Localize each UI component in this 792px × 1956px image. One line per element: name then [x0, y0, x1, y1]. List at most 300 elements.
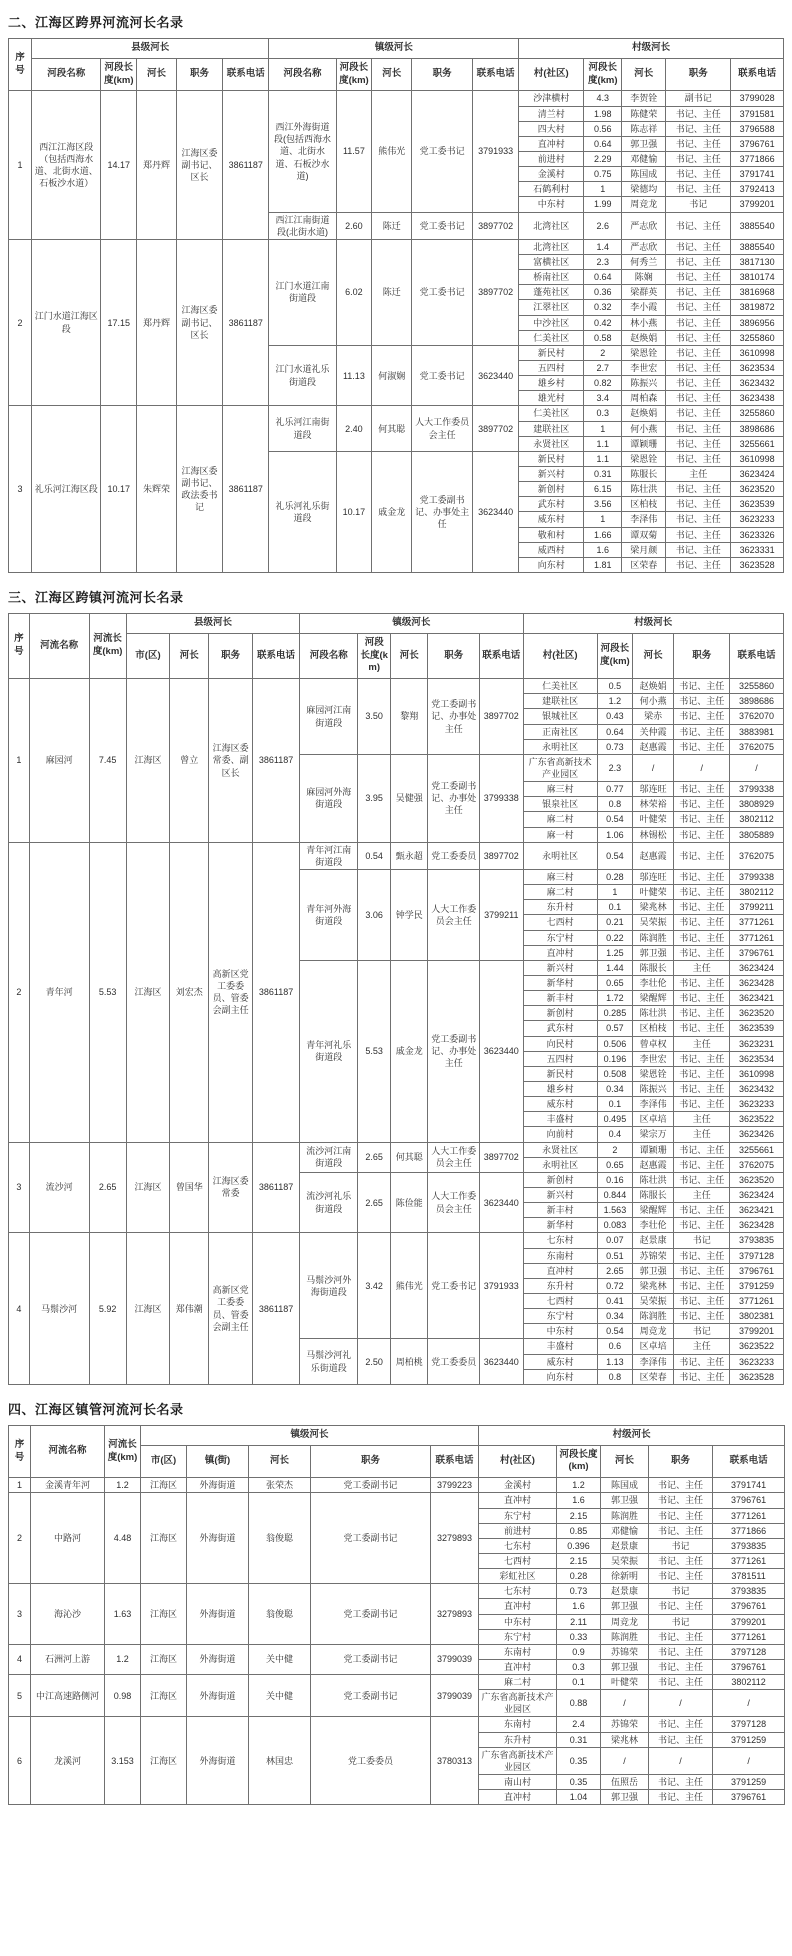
village-cell: 新兴村 — [519, 466, 584, 481]
village-cell: 3762070 — [730, 709, 784, 724]
river-cell: 党工委副书记 — [311, 1675, 431, 1717]
village-cell: 书记、主任 — [674, 1157, 730, 1172]
river-cell: 3861187 — [223, 406, 269, 573]
village-cell: 书记、主任 — [674, 991, 730, 1006]
village-cell: 新创村 — [523, 1006, 597, 1021]
village-cell: 0.508 — [597, 1066, 632, 1081]
river-cell: 关中健 — [249, 1675, 311, 1717]
river-cell: 关中健 — [249, 1644, 311, 1674]
village-cell: 麻三村 — [523, 782, 597, 797]
village-cell: 书记、主任 — [666, 557, 731, 572]
village-cell: 3255860 — [730, 679, 784, 694]
village-cell: 陈服长 — [633, 960, 674, 975]
village-cell: 新华村 — [523, 976, 597, 991]
town-segment-cell: 黎翔 — [391, 679, 428, 755]
village-cell: 新创村 — [519, 482, 584, 497]
river-cell: 金溪青年河 — [31, 1478, 105, 1493]
village-cell: 李泽伟 — [633, 1354, 674, 1369]
town-segment-cell: 流沙河江南街道段 — [300, 1142, 358, 1172]
column-subheader: 镇(街) — [187, 1445, 249, 1478]
village-cell: 3623438 — [731, 391, 784, 406]
village-cell: / — [649, 1690, 713, 1717]
village-cell: 周竞龙 — [622, 197, 666, 212]
village-cell: 李小霞 — [622, 300, 666, 315]
village-cell: 新民村 — [519, 345, 584, 360]
village-cell: 3793835 — [713, 1584, 785, 1599]
column-subheader: 联系电话 — [223, 58, 269, 91]
village-cell: 书记 — [666, 197, 731, 212]
village-cell: 周柏森 — [622, 391, 666, 406]
village-cell: 广东省高新技术产业园区 — [479, 1690, 557, 1717]
town-segment-cell: 3791933 — [480, 1233, 523, 1339]
village-cell: 2.11 — [557, 1614, 601, 1629]
village-cell: 主任 — [674, 1187, 730, 1202]
village-cell: 梁兆林 — [633, 900, 674, 915]
village-cell: 书记、主任 — [674, 976, 730, 991]
river-cell: 江海区 — [126, 1233, 169, 1384]
town-segment-cell: 6.02 — [336, 239, 372, 345]
village-cell: 2.15 — [557, 1553, 601, 1568]
village-cell: 书记、主任 — [666, 330, 731, 345]
village-cell: 3781511 — [713, 1569, 785, 1584]
village-cell: 书记、主任 — [674, 842, 730, 869]
village-cell: 0.31 — [557, 1732, 601, 1747]
town-segment-cell: 11.13 — [336, 345, 372, 406]
village-cell: 0.16 — [597, 1172, 632, 1187]
village-cell: 3623233 — [731, 512, 784, 527]
cross-town-river-table — [8, 613, 784, 1385]
village-cell: 何小燕 — [622, 421, 666, 436]
village-cell: 0.1 — [597, 1097, 632, 1112]
river-cell: 江海区 — [126, 842, 169, 1142]
river-cell: 外海街道 — [187, 1584, 249, 1645]
town-segment-cell: 人大工作委员会主任 — [412, 406, 473, 451]
village-cell: 谭双菊 — [622, 527, 666, 542]
town-segment-cell: 何其聪 — [372, 406, 412, 451]
village-cell: 林荣裕 — [633, 797, 674, 812]
column-subheader: 河段长度(km) — [336, 58, 372, 91]
column-subheader: 河段名称 — [300, 633, 358, 678]
village-cell: 0.64 — [584, 270, 622, 285]
village-cell: 1.25 — [597, 945, 632, 960]
village-cell: 东南村 — [523, 1248, 597, 1263]
village-cell: 3796761 — [713, 1493, 785, 1508]
river-cell: 翁俊聪 — [249, 1493, 311, 1584]
village-cell: 新民村 — [523, 1066, 597, 1081]
village-cell: 0.58 — [584, 330, 622, 345]
header-row-groups — [9, 613, 784, 633]
column-subheader: 村(社区) — [523, 633, 597, 678]
river-cell: 党工委副书记 — [311, 1584, 431, 1645]
village-cell: 梁赤 — [633, 709, 674, 724]
river-cell: 江海区委副书记、区长 — [176, 91, 222, 239]
river-cell: 江海区 — [141, 1675, 187, 1717]
town-segment-cell: 江门水道江南街道段 — [269, 239, 336, 345]
village-cell: 3623424 — [730, 960, 784, 975]
village-cell: 向东村 — [523, 1369, 597, 1384]
village-cell: 3796761 — [713, 1599, 785, 1614]
village-cell: 陈润胜 — [633, 1309, 674, 1324]
village-cell: 林锡松 — [633, 827, 674, 842]
village-cell: 何小燕 — [633, 694, 674, 709]
town-segment-cell: 党工委书记 — [412, 91, 473, 212]
column-subheader: 职务 — [649, 1445, 713, 1478]
village-cell: 书记、主任 — [674, 1203, 730, 1218]
town-segment-cell: 党工委委员 — [428, 1339, 480, 1384]
column-header: 河流长度(km) — [105, 1425, 141, 1477]
village-cell: 苏锦荣 — [601, 1644, 649, 1659]
village-cell: 书记、主任 — [674, 782, 730, 797]
village-cell: 3791741 — [713, 1478, 785, 1493]
village-cell: 3623326 — [731, 527, 784, 542]
river-cell: 14.17 — [101, 91, 137, 239]
table-row — [9, 1478, 785, 1493]
village-cell: 0.21 — [597, 915, 632, 930]
village-cell: 梁恩铨 — [622, 345, 666, 360]
column-subheader: 河段长度(km) — [358, 633, 391, 678]
river-cell: 江海区委副书记、政法委书记 — [176, 406, 222, 573]
village-cell: 陈壮洪 — [633, 1172, 674, 1187]
river-cell: 外海街道 — [187, 1675, 249, 1717]
village-cell: 梁群英 — [622, 285, 666, 300]
village-cell: 新丰村 — [523, 1203, 597, 1218]
village-cell: 0.41 — [597, 1293, 632, 1308]
town-segment-cell: 党工委书记 — [412, 212, 473, 239]
village-cell: 谭颖珊 — [633, 1142, 674, 1157]
river-cell: 江海区 — [141, 1493, 187, 1584]
village-cell: 仁美社区 — [523, 679, 597, 694]
village-cell: 2 — [584, 345, 622, 360]
village-cell: 0.82 — [584, 376, 622, 391]
village-cell: 3623520 — [730, 1006, 784, 1021]
town-segment-cell: 人大工作委员会主任 — [428, 1172, 480, 1233]
column-header: 镇级河长 — [269, 39, 519, 59]
town-segment-cell: 3.06 — [358, 870, 391, 961]
column-subheader: 市(区) — [126, 633, 169, 678]
village-cell: 书记、主任 — [649, 1717, 713, 1732]
village-cell: 丰盛村 — [523, 1339, 597, 1354]
village-cell: 威东村 — [519, 512, 584, 527]
village-cell: 书记、主任 — [666, 527, 731, 542]
village-cell: 书记、主任 — [666, 482, 731, 497]
village-cell: 赵焕娟 — [622, 330, 666, 345]
village-cell: 3623421 — [730, 991, 784, 1006]
column-subheader: 职务 — [412, 58, 473, 91]
village-cell: 3623539 — [731, 497, 784, 512]
village-cell: 书记、主任 — [649, 1644, 713, 1659]
column-subheader: 河长 — [170, 633, 209, 678]
column-header: 村级河长 — [519, 39, 784, 59]
village-cell: 书记、主任 — [674, 1006, 730, 1021]
village-cell: 1.13 — [597, 1354, 632, 1369]
river-cell: 3861187 — [252, 1233, 300, 1384]
village-cell: 1 — [584, 512, 622, 527]
village-cell: 0.72 — [597, 1278, 632, 1293]
village-cell: 新丰村 — [523, 991, 597, 1006]
column-subheader: 职务 — [674, 633, 730, 678]
town-segment-cell: 0.54 — [358, 842, 391, 869]
village-cell: 彩虹社区 — [479, 1569, 557, 1584]
village-cell: 3623520 — [731, 482, 784, 497]
village-cell: 陈服长 — [622, 466, 666, 481]
village-cell: 银城社区 — [523, 709, 597, 724]
river-cell: 17.15 — [101, 239, 137, 406]
river-cell: 3 — [9, 406, 32, 573]
village-cell: 1.6 — [557, 1493, 601, 1508]
column-header: 县级河长 — [126, 613, 300, 633]
column-subheader: 河长 — [249, 1445, 311, 1478]
village-cell: / — [713, 1690, 785, 1717]
village-cell: 陈润胜 — [601, 1629, 649, 1644]
village-cell: 3623233 — [730, 1097, 784, 1112]
village-cell: 陈健荣 — [622, 106, 666, 121]
town-segment-cell: 党工委委员 — [428, 842, 480, 869]
village-cell: / — [601, 1690, 649, 1717]
village-cell: 麻二村 — [523, 885, 597, 900]
village-cell: 书记 — [649, 1538, 713, 1553]
village-cell: 书记、主任 — [674, 915, 730, 930]
village-cell: 苏锦荣 — [633, 1248, 674, 1263]
village-cell: 新华村 — [523, 1218, 597, 1233]
village-cell: 0.4 — [597, 1127, 632, 1142]
village-cell: 3792413 — [731, 182, 784, 197]
village-cell: 3623421 — [730, 1203, 784, 1218]
town-segment-cell: 钟学民 — [391, 870, 428, 961]
table-row — [9, 1644, 785, 1659]
column-subheader: 河长 — [633, 633, 674, 678]
village-cell: 1.06 — [597, 827, 632, 842]
river-cell: 党工委副书记 — [311, 1478, 431, 1493]
column-subheader: 村(社区) — [479, 1445, 557, 1478]
village-cell: 书记、主任 — [674, 885, 730, 900]
village-cell: 徐新明 — [601, 1569, 649, 1584]
village-cell: 0.8 — [597, 1369, 632, 1384]
town-segment-cell: 3799211 — [480, 870, 523, 961]
table-row — [9, 1675, 785, 1690]
village-cell: 1.6 — [557, 1599, 601, 1614]
village-cell: 石鹤利村 — [519, 182, 584, 197]
village-cell: 书记、主任 — [674, 1021, 730, 1036]
village-cell: 梁兆林 — [633, 1278, 674, 1293]
column-subheader: 联系电话 — [431, 1445, 479, 1478]
village-cell: 2.29 — [584, 152, 622, 167]
village-cell: 1 — [597, 885, 632, 900]
village-cell: 0.34 — [597, 1081, 632, 1096]
village-cell: 郭卫强 — [622, 136, 666, 151]
village-cell: 七西村 — [523, 915, 597, 930]
river-cell: 郑丹辉 — [137, 239, 177, 406]
village-cell: 关仲霞 — [633, 724, 674, 739]
village-cell: 0.33 — [557, 1629, 601, 1644]
village-cell: 正南社区 — [523, 724, 597, 739]
village-cell: 书记、主任 — [666, 285, 731, 300]
village-cell: 书记、主任 — [674, 1081, 730, 1096]
town-segment-cell: 礼乐河江南街道段 — [269, 406, 336, 451]
river-cell: 江海区委常委 — [209, 1142, 252, 1233]
column-header: 序号 — [9, 613, 30, 678]
village-cell: 3255860 — [731, 330, 784, 345]
table-row — [9, 1717, 785, 1732]
village-cell: 书记、主任 — [666, 391, 731, 406]
village-cell: 书记、主任 — [649, 1508, 713, 1523]
village-cell: 0.51 — [597, 1248, 632, 1263]
village-cell: 3802112 — [730, 885, 784, 900]
village-cell: 清兰村 — [519, 106, 584, 121]
village-cell: 0.196 — [597, 1051, 632, 1066]
village-cell: 3771261 — [730, 1293, 784, 1308]
village-cell: 叶健荣 — [633, 885, 674, 900]
village-cell: 1.2 — [557, 1478, 601, 1493]
village-cell: 东宁村 — [523, 930, 597, 945]
town-segment-cell: 陈俭能 — [391, 1172, 428, 1233]
village-cell: 新兴村 — [523, 1187, 597, 1202]
village-cell: 1.4 — [584, 239, 622, 254]
village-cell: 书记、主任 — [649, 1478, 713, 1493]
town-segment-cell: 吴健强 — [391, 754, 428, 842]
town-segment-cell: 3897702 — [473, 212, 519, 239]
village-cell: 0.1 — [597, 900, 632, 915]
column-subheader: 联系电话 — [730, 633, 784, 678]
river-cell: 党工委副书记 — [311, 1493, 431, 1584]
village-cell: 3796588 — [731, 121, 784, 136]
village-cell: 0.36 — [584, 285, 622, 300]
village-cell: 东升村 — [479, 1732, 557, 1747]
village-cell: 主任 — [674, 1112, 730, 1127]
village-cell: 梁醒辉 — [633, 991, 674, 1006]
column-header: 河流名称 — [31, 1425, 105, 1477]
village-cell: 建联社区 — [519, 421, 584, 436]
village-cell: 李泽伟 — [633, 1097, 674, 1112]
column-subheader: 河段长度(km) — [597, 633, 632, 678]
village-cell: 2.3 — [597, 754, 632, 781]
village-cell: 桥南社区 — [519, 270, 584, 285]
town-segment-cell: 周柏桃 — [391, 1339, 428, 1384]
village-cell: 新创村 — [523, 1172, 597, 1187]
village-cell: 0.56 — [584, 121, 622, 136]
river-cell: 中路河 — [31, 1493, 105, 1584]
column-subheader: 职务 — [311, 1445, 431, 1478]
village-cell: 何秀兰 — [622, 254, 666, 269]
village-cell: 3799028 — [731, 91, 784, 106]
village-cell: 2.15 — [557, 1508, 601, 1523]
village-cell: 书记、主任 — [666, 152, 731, 167]
village-cell: 仁美社区 — [519, 330, 584, 345]
village-cell: 雄光村 — [519, 391, 584, 406]
river-cell: 外海街道 — [187, 1493, 249, 1584]
village-cell: 3799201 — [730, 1324, 784, 1339]
village-cell: 陈国成 — [601, 1478, 649, 1493]
village-cell: 叶健荣 — [633, 812, 674, 827]
town-segment-cell: 熊伟光 — [391, 1233, 428, 1339]
village-cell: 0.65 — [597, 976, 632, 991]
village-cell: 书记、主任 — [666, 212, 731, 239]
river-cell: 翁俊聪 — [249, 1584, 311, 1645]
town-segment-cell: 10.17 — [336, 451, 372, 572]
village-cell: 3796761 — [730, 1263, 784, 1278]
village-cell: 0.85 — [557, 1523, 601, 1538]
village-cell: 2 — [597, 1142, 632, 1157]
village-cell: 4.3 — [584, 91, 622, 106]
column-subheader: 职务 — [209, 633, 252, 678]
village-cell: 严志欣 — [622, 212, 666, 239]
village-cell: 0.54 — [597, 1324, 632, 1339]
river-cell: 2.65 — [89, 1142, 126, 1233]
village-cell: 书记、主任 — [666, 360, 731, 375]
village-cell: 广东省高新技术产业园区 — [479, 1747, 557, 1774]
village-cell: 3623428 — [730, 976, 784, 991]
village-cell: 书记、主任 — [674, 679, 730, 694]
village-cell: 书记 — [674, 1324, 730, 1339]
river-cell: 2 — [9, 842, 30, 1142]
village-cell: 梁醒辉 — [633, 1203, 674, 1218]
town-segment-cell: 3791933 — [473, 91, 519, 212]
village-cell: 赵惠霞 — [633, 739, 674, 754]
river-cell: 刘宏杰 — [170, 842, 209, 1142]
column-subheader: 河长 — [622, 58, 666, 91]
village-cell: 书记、主任 — [666, 106, 731, 121]
village-cell: / — [649, 1747, 713, 1774]
village-cell: 邬连旺 — [633, 782, 674, 797]
village-cell: 直冲村 — [479, 1659, 557, 1674]
village-cell: 北湾社区 — [519, 212, 584, 239]
village-cell: 书记 — [649, 1584, 713, 1599]
village-cell: 书记、主任 — [666, 315, 731, 330]
column-header: 序号 — [9, 39, 32, 91]
village-cell: 0.35 — [557, 1775, 601, 1790]
river-cell: 中江高速路侧河 — [31, 1675, 105, 1717]
river-cell: 3861187 — [223, 91, 269, 239]
village-cell: 书记、主任 — [674, 870, 730, 885]
village-cell: 2.6 — [584, 212, 622, 239]
village-cell: 丰盛村 — [523, 1112, 597, 1127]
village-cell: 0.64 — [584, 136, 622, 151]
town-segment-cell: 戚金龙 — [372, 451, 412, 572]
village-cell: 书记、主任 — [666, 270, 731, 285]
village-cell: 副书记 — [666, 91, 731, 106]
town-segment-cell: 马鬃沙河礼乐街道段 — [300, 1339, 358, 1384]
village-cell: 1 — [584, 421, 622, 436]
village-cell: 3623426 — [730, 1127, 784, 1142]
village-cell: 七西村 — [479, 1553, 557, 1568]
village-cell: 3802381 — [730, 1309, 784, 1324]
river-cell: 曾国华 — [170, 1142, 209, 1233]
village-cell: 永明社区 — [523, 1157, 597, 1172]
village-cell: 3762075 — [730, 842, 784, 869]
village-cell: 前进村 — [519, 152, 584, 167]
village-cell: 0.73 — [597, 739, 632, 754]
column-subheader: 河长 — [137, 58, 177, 91]
village-cell: 3791259 — [730, 1278, 784, 1293]
village-cell: 曾卓权 — [633, 1036, 674, 1051]
village-cell: 书记 — [674, 1233, 730, 1248]
village-cell: 3623522 — [730, 1339, 784, 1354]
column-subheader: 河长 — [391, 633, 428, 678]
village-cell: 书记、主任 — [674, 1066, 730, 1081]
town-segment-cell: 青年河江南街道段 — [300, 842, 358, 869]
village-cell: 郭卫强 — [601, 1790, 649, 1805]
village-cell: 1.66 — [584, 527, 622, 542]
village-cell: 郭卫强 — [601, 1659, 649, 1674]
village-cell: 威西村 — [519, 542, 584, 557]
village-cell: 赵焕娟 — [622, 406, 666, 421]
village-cell: 书记、主任 — [649, 1553, 713, 1568]
village-cell: 3623231 — [730, 1036, 784, 1051]
river-cell: 龙溪河 — [31, 1717, 105, 1805]
river-cell: 江海区 — [126, 679, 169, 843]
village-cell: 直冲村 — [523, 1263, 597, 1278]
village-cell: 书记、主任 — [674, 709, 730, 724]
village-cell: 五四村 — [523, 1051, 597, 1066]
